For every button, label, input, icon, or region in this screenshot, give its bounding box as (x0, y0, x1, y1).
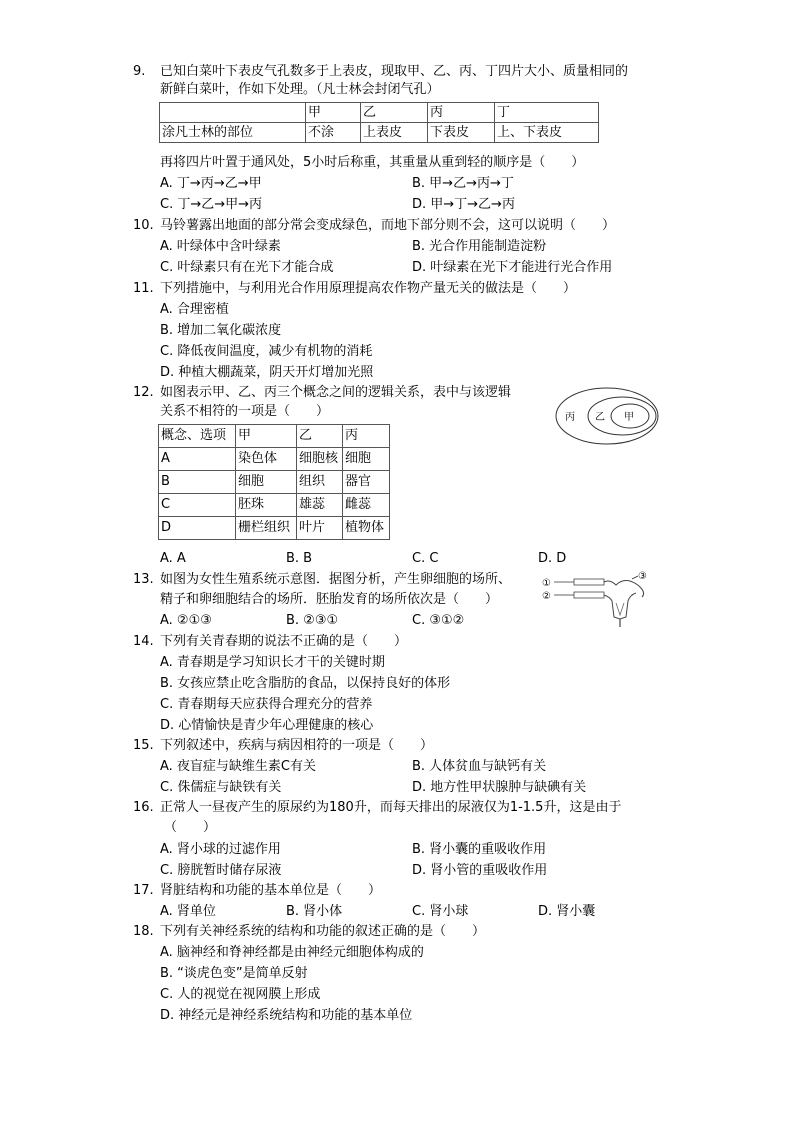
option: B. 甲→乙→丙→丁 (412, 176, 514, 191)
option: D. 肾小囊 (538, 904, 596, 919)
table-cell: 概念、选项 (159, 425, 236, 448)
question-stem: 再将四片叶置于通风处，5小时后称重，其重量从重到轻的顺序是（ ） (160, 155, 585, 170)
option: C. 丁→乙→甲→丙 (160, 197, 263, 212)
option: B. “谈虎色变”是简单反射 (160, 966, 308, 981)
option: D. 种植大棚蔬菜，阴天开灯增加光照 (160, 365, 374, 380)
reproductive-system-figure (540, 567, 660, 629)
option: D. 地方性甲状腺肿与缺碘有关 (412, 780, 587, 795)
question-stem: 下列叙述中，疾病与病因相符的一项是（ ） (160, 738, 434, 753)
question-stem: 已知白菜叶下表皮气孔数多于上表皮，现取甲、乙、丙、丁四片大小、质量相同的 (160, 64, 629, 79)
table-cell: 植物体 (343, 517, 390, 540)
concept-table (158, 424, 390, 540)
question-stem: 如图表示甲、乙、丙三个概念之间的逻辑关系，表中与该逻辑 (160, 385, 512, 400)
table-cell: 器官 (343, 471, 390, 494)
treatment-table (159, 102, 599, 143)
option: B. 肾小囊的重吸收作用 (412, 842, 547, 857)
table-cell: 丙 (428, 103, 495, 123)
table-cell: 上、下表皮 (495, 123, 599, 143)
option: B. ②③① (286, 613, 339, 628)
question-number: 17. (133, 883, 154, 898)
table-cell: 乙 (297, 425, 343, 448)
tube-box (574, 592, 604, 598)
option: B. 肾小体 (286, 904, 343, 919)
option: A. 肾单位 (160, 904, 216, 919)
option: D. 甲→丁→乙→丙 (412, 197, 515, 212)
table-cell: 组织 (297, 471, 343, 494)
table-cell: 叶片 (297, 517, 343, 540)
question-stem: 关系不相符的一项是（ ） (160, 404, 330, 419)
option: D. 神经元是神经系统结构和功能的基本单位 (160, 1008, 413, 1023)
question-number: 11. (133, 281, 154, 296)
option: D. 肾小管的重吸收作用 (412, 863, 548, 878)
question-number: 14. (133, 634, 154, 649)
question-number: 9. (133, 64, 146, 79)
table-cell: 不涂 (306, 123, 361, 143)
label-bing: 丙 (565, 412, 575, 423)
option: B. 光合作用能制造淀粉 (412, 239, 547, 254)
option: A. 青春期是学习知识长才干的关键时期 (160, 655, 385, 670)
table-cell: 雌蕊 (343, 494, 390, 517)
table-cell: 细胞 (343, 448, 390, 471)
option: C. 降低夜间温度，减少有机物的消耗 (160, 344, 373, 359)
table-cell: 涂凡士林的部位 (160, 123, 306, 143)
label-yi: 乙 (595, 412, 605, 423)
table-cell: 丙 (343, 425, 390, 448)
option: B. 增加二氧化碳浓度 (160, 323, 282, 338)
option: C. C (412, 551, 439, 566)
question-number: 13. (133, 572, 154, 587)
option: A. 夜盲症与缺维生素C有关 (160, 759, 317, 774)
label-3: ③ (638, 571, 647, 582)
table-cell: 染色体 (236, 448, 297, 471)
table-cell: 上表皮 (361, 123, 428, 143)
table-cell: 丁 (495, 103, 599, 123)
question-stem: 如图为女性生殖系统示意图．据图分析，产生卵细胞的场所、 (160, 572, 512, 587)
table-cell: D (159, 517, 236, 540)
ovary-box (574, 579, 604, 585)
question-number: 10. (133, 218, 154, 233)
table-cell: 细胞核 (297, 448, 343, 471)
option: B. 女孩应禁止吃含脂肪的食品，以保持良好的体形 (160, 676, 451, 691)
question-stem: 下列措施中，与利用光合作用原理提高农作物产量无关的做法是（ ） (160, 281, 577, 296)
option: A. 丁→丙→乙→甲 (160, 176, 262, 191)
option: C. 肾小球 (412, 904, 469, 919)
option: D. D (538, 551, 567, 566)
table-cell (160, 103, 306, 123)
question-stem: 肾脏结构和功能的基本单位是（ ） (160, 883, 382, 898)
question-number: 18. (133, 924, 154, 939)
table-cell: 雄蕊 (297, 494, 343, 517)
question-stem: 精子和卵细胞结合的场所．胚胎发育的场所依次是（ ） (160, 592, 499, 607)
option: C. 叶绿素只有在光下才能合成 (160, 260, 334, 275)
option: C. 人的视觉在视网膜上形成 (160, 987, 321, 1002)
question-number: 16. (133, 800, 154, 815)
option: B. B (286, 551, 313, 566)
option: A. ②①③ (160, 613, 212, 628)
label-jia: 甲 (624, 412, 634, 423)
option: A. 合理密植 (160, 302, 229, 317)
table-cell: 下表皮 (428, 123, 495, 143)
question-stem: 新鲜白菜叶，作如下处理。（凡士林会封闭气孔） (160, 82, 440, 97)
question-stem: 下列有关神经系统的结构和功能的叙述正确的是（ ） (160, 924, 486, 939)
question-number: 12. (133, 385, 154, 400)
table-cell: A (159, 448, 236, 471)
option: A. 叶绿体中含叶绿素 (160, 239, 281, 254)
question-stem: 正常人一昼夜产生的原尿约为180升，而每天排出的尿液仅为1-1.5升，这是由于 (160, 800, 622, 815)
fallopian-tube (604, 581, 644, 598)
question-stem: 下列有关青春期的说法不正确的是（ ） (160, 634, 408, 649)
option: D. 心情愉快是青少年心理健康的核心 (160, 718, 374, 733)
option: A. 肾小球的过滤作用 (160, 842, 281, 857)
option: B. 人体贫血与缺钙有关 (412, 759, 547, 774)
table-cell: 细胞 (236, 471, 297, 494)
option: A. 脑神经和脊神经都是由神经元细胞体构成的 (160, 945, 424, 960)
table-cell: 乙 (361, 103, 428, 123)
option: C. ③①② (412, 613, 465, 628)
table-cell: 胚珠 (236, 494, 297, 517)
table-cell: 甲 (236, 425, 297, 448)
table-cell: B (159, 471, 236, 494)
uterus-cavity (616, 603, 624, 615)
option: D. 叶绿素在光下才能进行光合作用 (412, 260, 613, 275)
option: C. 膀胱暂时储存尿液 (160, 863, 282, 878)
table-cell: 甲 (306, 103, 361, 123)
option: A. A (160, 551, 186, 566)
label-1: ① (542, 578, 551, 589)
label-2: ② (542, 591, 551, 602)
question-stem: 马铃薯露出地面的部分常会变成绿色，而地下部分则不会，这可以说明（ ） (160, 218, 616, 233)
question-number: 15. (133, 738, 154, 753)
option: C. 侏儒症与缺铁有关 (160, 780, 282, 795)
option: C. 青春期每天应获得合理充分的营养 (160, 697, 373, 712)
concept-circles-figure (554, 385, 660, 447)
question-stem: （ ） (164, 820, 217, 835)
table-cell: C (159, 494, 236, 517)
table-cell: 栅栏组织 (236, 517, 297, 540)
